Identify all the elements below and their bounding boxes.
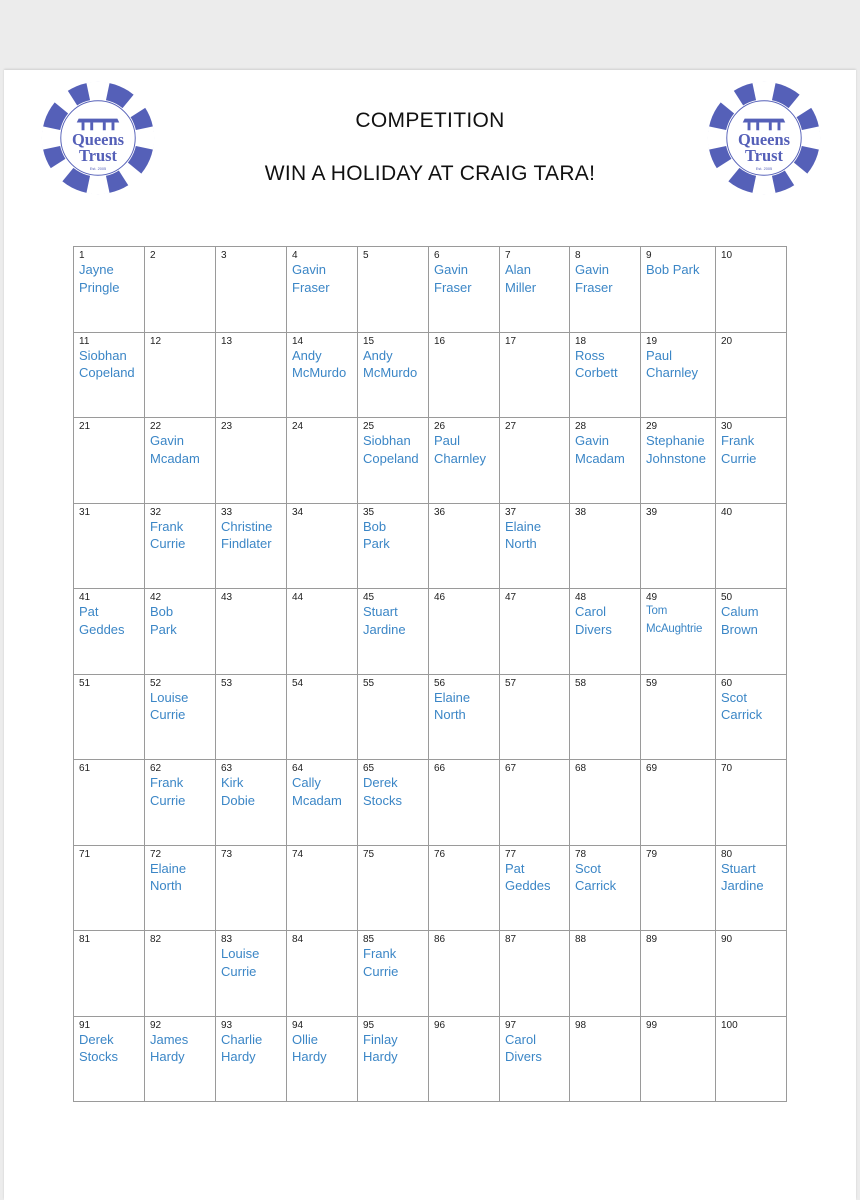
cell-entrant-name: Paul Charnley xyxy=(434,433,487,466)
grid-cell xyxy=(358,332,429,418)
grid-cell xyxy=(500,589,570,675)
grid-cell xyxy=(145,760,216,846)
cell-number: 16 xyxy=(434,335,446,347)
heading-competition: COMPETITION xyxy=(355,109,505,132)
grid-cell xyxy=(716,931,787,1017)
cell-number: 19 xyxy=(646,335,658,347)
grid-cell xyxy=(287,931,358,1017)
cell-number: 71 xyxy=(79,848,91,860)
cell-number: 36 xyxy=(434,506,446,518)
cell-number: 93 xyxy=(221,1019,233,1031)
cell-number: 52 xyxy=(150,677,162,689)
cell-number: 66 xyxy=(434,763,446,774)
grid-cell xyxy=(570,589,641,675)
cell-number: 5 xyxy=(363,250,369,261)
cell-entrant-name: Calum Brown xyxy=(721,604,759,637)
cell-number: 48 xyxy=(575,592,587,603)
cell-number: 97 xyxy=(505,1019,517,1031)
grid-cell xyxy=(641,760,716,846)
cell-entrant-name: Kirk Dobie xyxy=(221,775,255,808)
grid-cell xyxy=(500,503,570,589)
grid-cell xyxy=(74,931,145,1017)
cell-number: 88 xyxy=(575,934,587,945)
cell-number: 77 xyxy=(505,848,517,860)
grid-cell xyxy=(216,247,287,333)
cell-number: 72 xyxy=(150,848,162,860)
grid-row xyxy=(74,503,787,589)
queens-trust-logo-right xyxy=(706,80,822,196)
cell-number: 84 xyxy=(292,934,304,945)
cell-entrant-name: Scot Carrick xyxy=(721,689,763,722)
cell-number: 51 xyxy=(79,677,91,689)
cell-number: 99 xyxy=(646,1019,658,1031)
grid-cell xyxy=(429,760,500,846)
grid-cell xyxy=(641,503,716,589)
grid-cell xyxy=(570,332,641,418)
grid-cell xyxy=(216,931,287,1017)
grid-cell xyxy=(716,503,787,589)
cell-number: 12 xyxy=(150,335,162,347)
cell-number: 31 xyxy=(79,506,91,518)
grid-row xyxy=(74,332,787,418)
cell-number: 42 xyxy=(150,592,162,603)
cell-number: 13 xyxy=(221,335,233,347)
logo-text-trust: Trust xyxy=(78,146,118,166)
cell-entrant-name: Alan Miller xyxy=(505,262,537,295)
grid-cell xyxy=(74,589,145,675)
grid-cell xyxy=(570,247,641,333)
cell-number: 23 xyxy=(221,421,233,432)
cell-number: 7 xyxy=(505,250,511,261)
cell-number: 98 xyxy=(575,1019,587,1031)
grid-cell xyxy=(287,418,358,504)
cell-number: 53 xyxy=(221,677,233,689)
grid-cell xyxy=(716,845,787,931)
grid-cell xyxy=(429,931,500,1017)
cell-entrant-name: Stuart Jardine xyxy=(721,860,764,893)
cell-number: 95 xyxy=(363,1019,375,1031)
grid-cell xyxy=(358,1016,429,1102)
grid-cell xyxy=(358,674,429,760)
cell-number: 39 xyxy=(646,506,658,518)
cell-number: 67 xyxy=(505,763,517,774)
grid-cell xyxy=(500,332,570,418)
cell-entrant-name: Frank Currie xyxy=(721,433,757,466)
grid-cell xyxy=(358,503,429,589)
cell-number: 81 xyxy=(79,934,91,945)
grid-cell xyxy=(287,845,358,931)
cell-number: 50 xyxy=(721,592,733,603)
grid-cell xyxy=(216,674,287,760)
grid-cell xyxy=(429,247,500,333)
grid-cell xyxy=(500,1016,570,1102)
cell-entrant-name: Ross Corbett xyxy=(575,347,618,380)
cell-number: 20 xyxy=(721,335,733,347)
cell-number: 28 xyxy=(575,421,587,432)
cell-number: 47 xyxy=(505,592,517,603)
cell-number: 100 xyxy=(721,1019,738,1031)
grid-cell xyxy=(145,332,216,418)
cell-number: 4 xyxy=(292,250,298,261)
cell-number: 44 xyxy=(292,592,304,603)
cell-number: 83 xyxy=(221,934,233,945)
grid-cell xyxy=(145,503,216,589)
grid-cell xyxy=(358,247,429,333)
grid-cell xyxy=(500,931,570,1017)
cell-number: 37 xyxy=(505,506,517,518)
grid-cell xyxy=(216,845,287,931)
logo-text-queens: Queens xyxy=(71,129,125,149)
cell-number: 33 xyxy=(221,506,233,518)
cell-entrant-name: Louise Currie xyxy=(221,946,260,979)
cell-number: 89 xyxy=(646,934,658,945)
cell-number: 91 xyxy=(79,1019,91,1031)
grid-cell xyxy=(716,332,787,418)
cell-number: 41 xyxy=(79,592,91,603)
cell-number: 75 xyxy=(363,848,375,860)
cell-entrant-name: James Hardy xyxy=(150,1031,189,1064)
grid-cell xyxy=(500,247,570,333)
cell-number: 85 xyxy=(363,934,375,945)
grid-row xyxy=(74,845,787,931)
cell-entrant-name: Bob Park xyxy=(646,262,700,277)
grid-cell xyxy=(74,760,145,846)
cell-number: 6 xyxy=(434,250,440,261)
cell-number: 43 xyxy=(221,592,233,603)
grid-cell xyxy=(641,1016,716,1102)
grid-cell xyxy=(358,931,429,1017)
cell-entrant-name: Derek Stocks xyxy=(79,1031,119,1064)
cell-entrant-name: Siobhan Copeland xyxy=(363,433,419,466)
grid-cell xyxy=(216,760,287,846)
cell-entrant-name: Elaine North xyxy=(150,860,187,893)
cell-number: 74 xyxy=(292,848,304,860)
cell-entrant-name: Cally Mcadam xyxy=(292,775,342,808)
cell-entrant-name: Gavin Fraser xyxy=(292,262,330,295)
cell-number: 21 xyxy=(79,421,91,432)
grid-cell xyxy=(641,589,716,675)
cell-entrant-name: Stephanie Johnstone xyxy=(646,433,706,466)
cell-number: 3 xyxy=(221,250,227,261)
grid-cell xyxy=(145,247,216,333)
cell-entrant-name: Ollie Hardy xyxy=(292,1031,327,1064)
cell-entrant-name: Pat Geddes xyxy=(79,604,125,637)
cell-number: 17 xyxy=(505,335,517,347)
cell-number: 34 xyxy=(292,506,304,518)
grid-cell xyxy=(145,674,216,760)
cell-entrant-name: Charlie Hardy xyxy=(221,1031,263,1064)
cell-number: 14 xyxy=(292,335,304,347)
grid-cell xyxy=(74,247,145,333)
cell-number: 65 xyxy=(363,763,375,774)
grid-cell xyxy=(287,760,358,846)
grid-cell xyxy=(500,760,570,846)
logo-text-est: Est. 2005 xyxy=(89,166,107,171)
cell-number: 69 xyxy=(646,763,658,774)
cell-number: 58 xyxy=(575,677,587,689)
background-strip xyxy=(0,0,860,70)
cell-entrant-name: Frank Currie xyxy=(363,946,399,979)
grid-cell xyxy=(287,247,358,333)
cell-number: 49 xyxy=(646,592,658,603)
cell-number: 35 xyxy=(363,506,375,518)
grid-cell xyxy=(429,332,500,418)
cell-number: 24 xyxy=(292,421,304,432)
cell-number: 79 xyxy=(646,848,658,860)
cell-number: 9 xyxy=(646,250,652,261)
grid-cell xyxy=(287,332,358,418)
cell-number: 76 xyxy=(434,848,446,860)
grid-row xyxy=(74,760,787,846)
grid-cell xyxy=(641,418,716,504)
grid-cell xyxy=(641,247,716,333)
cell-number: 1 xyxy=(79,250,85,261)
cell-number: 27 xyxy=(505,421,517,432)
cell-entrant-name: Frank Currie xyxy=(150,518,186,551)
cell-number: 57 xyxy=(505,677,517,689)
cell-entrant-name: Bob Park xyxy=(150,604,177,637)
cell-number: 15 xyxy=(363,335,375,347)
grid-cell xyxy=(570,760,641,846)
grid-cell xyxy=(500,845,570,931)
cell-number: 18 xyxy=(575,335,587,347)
cell-number: 56 xyxy=(434,677,446,689)
cell-number: 61 xyxy=(79,763,91,774)
grid-cell xyxy=(145,1016,216,1102)
cell-number: 82 xyxy=(150,934,162,945)
cell-number: 45 xyxy=(363,592,375,603)
grid-cell xyxy=(74,418,145,504)
cell-entrant-name: Elaine North xyxy=(434,689,471,722)
cell-number: 55 xyxy=(363,677,375,689)
grid-row xyxy=(74,589,787,675)
grid-cell xyxy=(429,589,500,675)
cell-entrant-name: Siobhan Copeland xyxy=(79,347,135,380)
cell-number: 38 xyxy=(575,506,587,518)
grid-cell xyxy=(358,418,429,504)
grid-cell xyxy=(74,845,145,931)
grid-cell xyxy=(74,1016,145,1102)
grid-cell xyxy=(74,674,145,760)
cell-number: 54 xyxy=(292,677,304,689)
grid-cell xyxy=(287,674,358,760)
grid-row xyxy=(74,931,787,1017)
cell-entrant-name: Finlay Hardy xyxy=(363,1031,398,1064)
cell-entrant-name: Carol Divers xyxy=(505,1031,542,1064)
grid-cell xyxy=(570,845,641,931)
cell-number: 87 xyxy=(505,934,517,945)
queens-trust-logo-left xyxy=(40,80,156,196)
logo-text-est: Est. 2005 xyxy=(755,166,773,171)
grid-cell xyxy=(287,503,358,589)
cell-number: 73 xyxy=(221,848,233,860)
cell-number: 63 xyxy=(221,763,233,774)
grid-cell xyxy=(145,845,216,931)
grid-cell xyxy=(500,674,570,760)
cell-entrant-name: Andy McMurdo xyxy=(363,347,418,380)
grid-cell xyxy=(570,674,641,760)
cell-number: 96 xyxy=(434,1019,446,1031)
cell-entrant-name: Elaine North xyxy=(505,518,542,551)
cell-number: 86 xyxy=(434,934,446,945)
cell-entrant-name: Scot Carrick xyxy=(575,860,617,893)
grid-cell xyxy=(716,674,787,760)
cell-number: 30 xyxy=(721,421,733,432)
cell-entrant-name: Bob Park xyxy=(363,518,390,551)
grid-cell xyxy=(716,418,787,504)
cell-entrant-name: Frank Currie xyxy=(150,775,186,808)
cell-number: 70 xyxy=(721,763,733,774)
cell-entrant-name: Gavin Fraser xyxy=(434,262,472,295)
cell-number: 68 xyxy=(575,763,587,774)
logo-text-queens: Queens xyxy=(737,129,791,149)
grid-cell xyxy=(287,589,358,675)
cell-number: 40 xyxy=(721,506,733,518)
grid-cell xyxy=(570,503,641,589)
logo-text-trust: Trust xyxy=(744,146,784,166)
cell-number: 32 xyxy=(150,506,162,518)
grid-row xyxy=(74,247,787,333)
grid-cell xyxy=(358,845,429,931)
grid-cell xyxy=(641,674,716,760)
cell-entrant-name: Tom McAughtrie xyxy=(646,605,703,635)
grid-cell xyxy=(216,503,287,589)
number-grid xyxy=(73,246,787,1102)
grid-cell xyxy=(570,931,641,1017)
cell-number: 46 xyxy=(434,592,446,603)
grid-cell xyxy=(716,760,787,846)
cell-number: 22 xyxy=(150,421,162,432)
grid-cell xyxy=(429,845,500,931)
grid-cell xyxy=(145,589,216,675)
heading-win-holiday: WIN A HOLIDAY AT CRAIG TARA! xyxy=(264,162,596,185)
grid-cell xyxy=(429,674,500,760)
cell-number: 2 xyxy=(150,250,156,261)
cell-number: 26 xyxy=(434,421,446,432)
grid-row xyxy=(74,418,787,504)
grid-row xyxy=(74,674,787,760)
cell-entrant-name: Louise Currie xyxy=(150,689,189,722)
grid-cell xyxy=(570,1016,641,1102)
cell-entrant-name: Paul Charnley xyxy=(646,347,699,380)
grid-cell xyxy=(287,1016,358,1102)
cell-number: 90 xyxy=(721,934,733,945)
grid-cell xyxy=(358,589,429,675)
grid-cell xyxy=(429,418,500,504)
cell-number: 78 xyxy=(575,848,587,860)
cell-number: 59 xyxy=(646,677,658,689)
cell-number: 62 xyxy=(150,763,162,774)
cell-entrant-name: Christine Findlater xyxy=(221,518,273,551)
grid-cell xyxy=(429,503,500,589)
grid-row xyxy=(74,1016,787,1102)
cell-entrant-name: Gavin Mcadam xyxy=(150,433,200,466)
grid-cell xyxy=(716,1016,787,1102)
cell-entrant-name: Stuart Jardine xyxy=(363,604,406,637)
grid-cell xyxy=(358,760,429,846)
grid-cell xyxy=(145,418,216,504)
cell-number: 10 xyxy=(721,250,733,261)
cell-entrant-name: Jayne Pringle xyxy=(79,262,120,295)
grid-cell xyxy=(641,332,716,418)
grid-cell xyxy=(429,1016,500,1102)
cell-number: 80 xyxy=(721,848,733,860)
grid-cell xyxy=(216,1016,287,1102)
cell-entrant-name: Gavin Mcadam xyxy=(575,433,625,466)
cell-entrant-name: Derek Stocks xyxy=(363,775,403,808)
grid-cell xyxy=(716,589,787,675)
cell-entrant-name: Andy McMurdo xyxy=(292,347,347,380)
grid-cell xyxy=(716,247,787,333)
grid-cell xyxy=(74,503,145,589)
cell-number: 29 xyxy=(646,421,658,432)
grid-cell xyxy=(641,931,716,1017)
grid-cell xyxy=(570,418,641,504)
grid-cell xyxy=(216,332,287,418)
cell-number: 64 xyxy=(292,763,304,774)
grid-cell xyxy=(641,845,716,931)
cell-entrant-name: Carol Divers xyxy=(575,604,612,637)
grid-cell xyxy=(216,589,287,675)
cell-entrant-name: Pat Geddes xyxy=(505,860,551,893)
cell-number: 25 xyxy=(363,421,375,432)
cell-entrant-name: Gavin Fraser xyxy=(575,262,613,295)
grid-cell xyxy=(145,931,216,1017)
cell-number: 11 xyxy=(79,335,90,347)
grid-cell xyxy=(500,418,570,504)
cell-number: 8 xyxy=(575,250,581,261)
grid-cell xyxy=(216,418,287,504)
cell-number: 60 xyxy=(721,677,733,689)
cell-number: 92 xyxy=(150,1019,162,1031)
cell-number: 94 xyxy=(292,1019,304,1031)
grid-cell xyxy=(74,332,145,418)
